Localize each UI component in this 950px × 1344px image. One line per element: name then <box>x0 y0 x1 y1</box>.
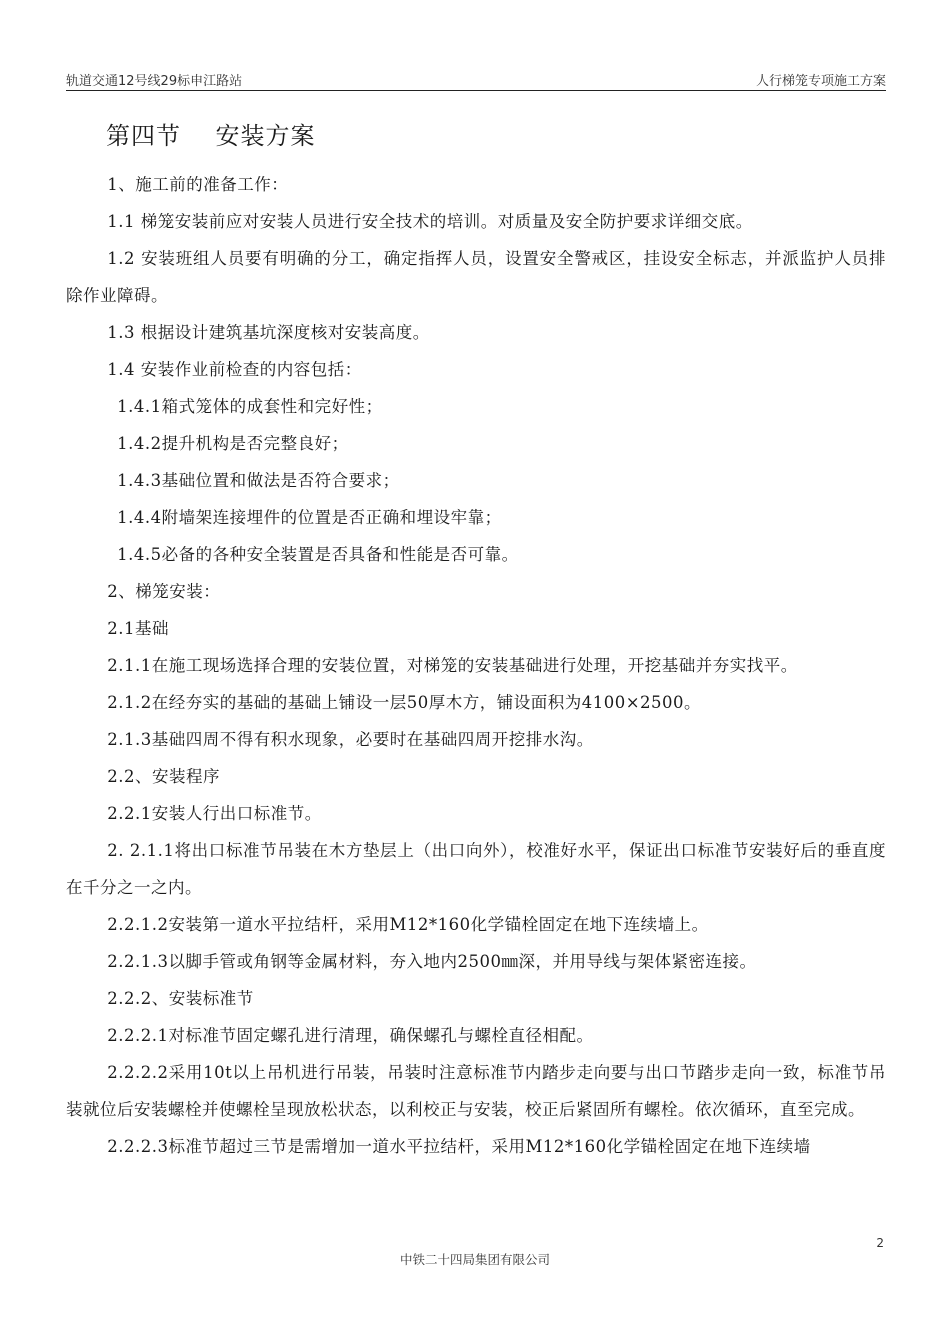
paragraph: 1.2 安装班组人员要有明确的分工，确定指挥人员，设置安全警戒区，挂设安全标志，并派监护人员排除作业障碍。 <box>66 249 886 305</box>
paragraph: 2.2.1.2安装第一道水平拉结杆，采用M12*160化学锚栓固定在地下连续墙上。 <box>107 915 709 934</box>
paragraph: 2.1.1在施工现场选择合理的安装位置，对梯笼的安装基础进行处理，开挖基础并夯实找平。 <box>107 656 798 675</box>
paragraph: 2.1基础 <box>107 619 169 638</box>
header-divider <box>66 90 886 91</box>
paragraph: 1.4.1箱式笼体的成套性和完好性； <box>117 397 383 416</box>
paragraph: 1.4.4附墙架连接埋件的位置是否正确和埋设牢靠； <box>117 508 502 527</box>
paragraph: 2.2.2.3标准节超过三节是需增加一道水平拉结杆，采用M12*160化学锚栓固定在地下连续墙 <box>107 1137 811 1156</box>
paragraph: 2. 2.1.1将出口标准节吊装在木方垫层上（出口向外），校准好水平，保证出口标准节安装好后的垂直度在千分之一之内。 <box>66 841 886 897</box>
paragraph: 2.2.2.2采用10t以上吊机进行吊装，吊装时注意标准节内踏步走向要与出口节踏步走向一致，标准节吊装就位后安装螺栓并使螺栓呈现放松状态，以利校正与安装，校正后紧固所有螺栓。依次循环，直至完成。 <box>66 1063 886 1119</box>
body-content <box>66 166 886 1165</box>
paragraph: 1.4.3基础位置和做法是否符合要求； <box>117 471 400 490</box>
paragraph: 2、梯笼安装： <box>107 582 221 601</box>
paragraph: 1.4.2提升机构是否完整良好； <box>117 434 349 453</box>
paragraph: 1.4 安装作业前检查的内容包括： <box>107 360 362 379</box>
paragraph: 2.2.2.1对标准节固定螺孔进行清理，确保螺孔与螺栓直径相配。 <box>107 1026 594 1045</box>
paragraph: 1、施工前的准备工作： <box>107 175 289 194</box>
paragraph: 1.1 梯笼安装前应对安装人员进行安全技术的培训。对质量及安全防护要求详细交底。 <box>107 212 753 231</box>
section-title: 第四节 安装方案 <box>106 122 316 150</box>
paragraph: 2.2.1安装人行出口标准节。 <box>107 804 322 823</box>
paragraph: 2.2、安装程序 <box>107 767 220 786</box>
page-header <box>66 70 886 90</box>
paragraph: 1.3 根据设计建筑基坑深度核对安装高度。 <box>107 323 430 342</box>
header-document-title: 人行梯笼专项施工方案 <box>755 74 886 89</box>
paragraph: 2.2.1.3以脚手管或角钢等金属材料，夯入地内2500㎜深，并用导线与架体紧密连接。 <box>107 952 757 971</box>
page-number: 2 <box>876 1236 884 1250</box>
paragraph: 2.2.2、安装标准节 <box>107 989 254 1008</box>
paragraph: 2.1.3基础四周不得有积水现象，必要时在基础四周开挖排水沟。 <box>107 730 594 749</box>
header-project-name: 轨道交通12号线29标申江路站 <box>66 74 243 89</box>
paragraph: 1.4.5必备的各种安全装置是否具备和性能是否可靠。 <box>117 545 519 564</box>
paragraph: 2.1.2在经夯实的基础的基础上铺设一层50厚木方，铺设面积为4100×2500。 <box>107 693 702 712</box>
page-footer: 中铁二十四局集团有限公司 <box>399 1252 550 1267</box>
